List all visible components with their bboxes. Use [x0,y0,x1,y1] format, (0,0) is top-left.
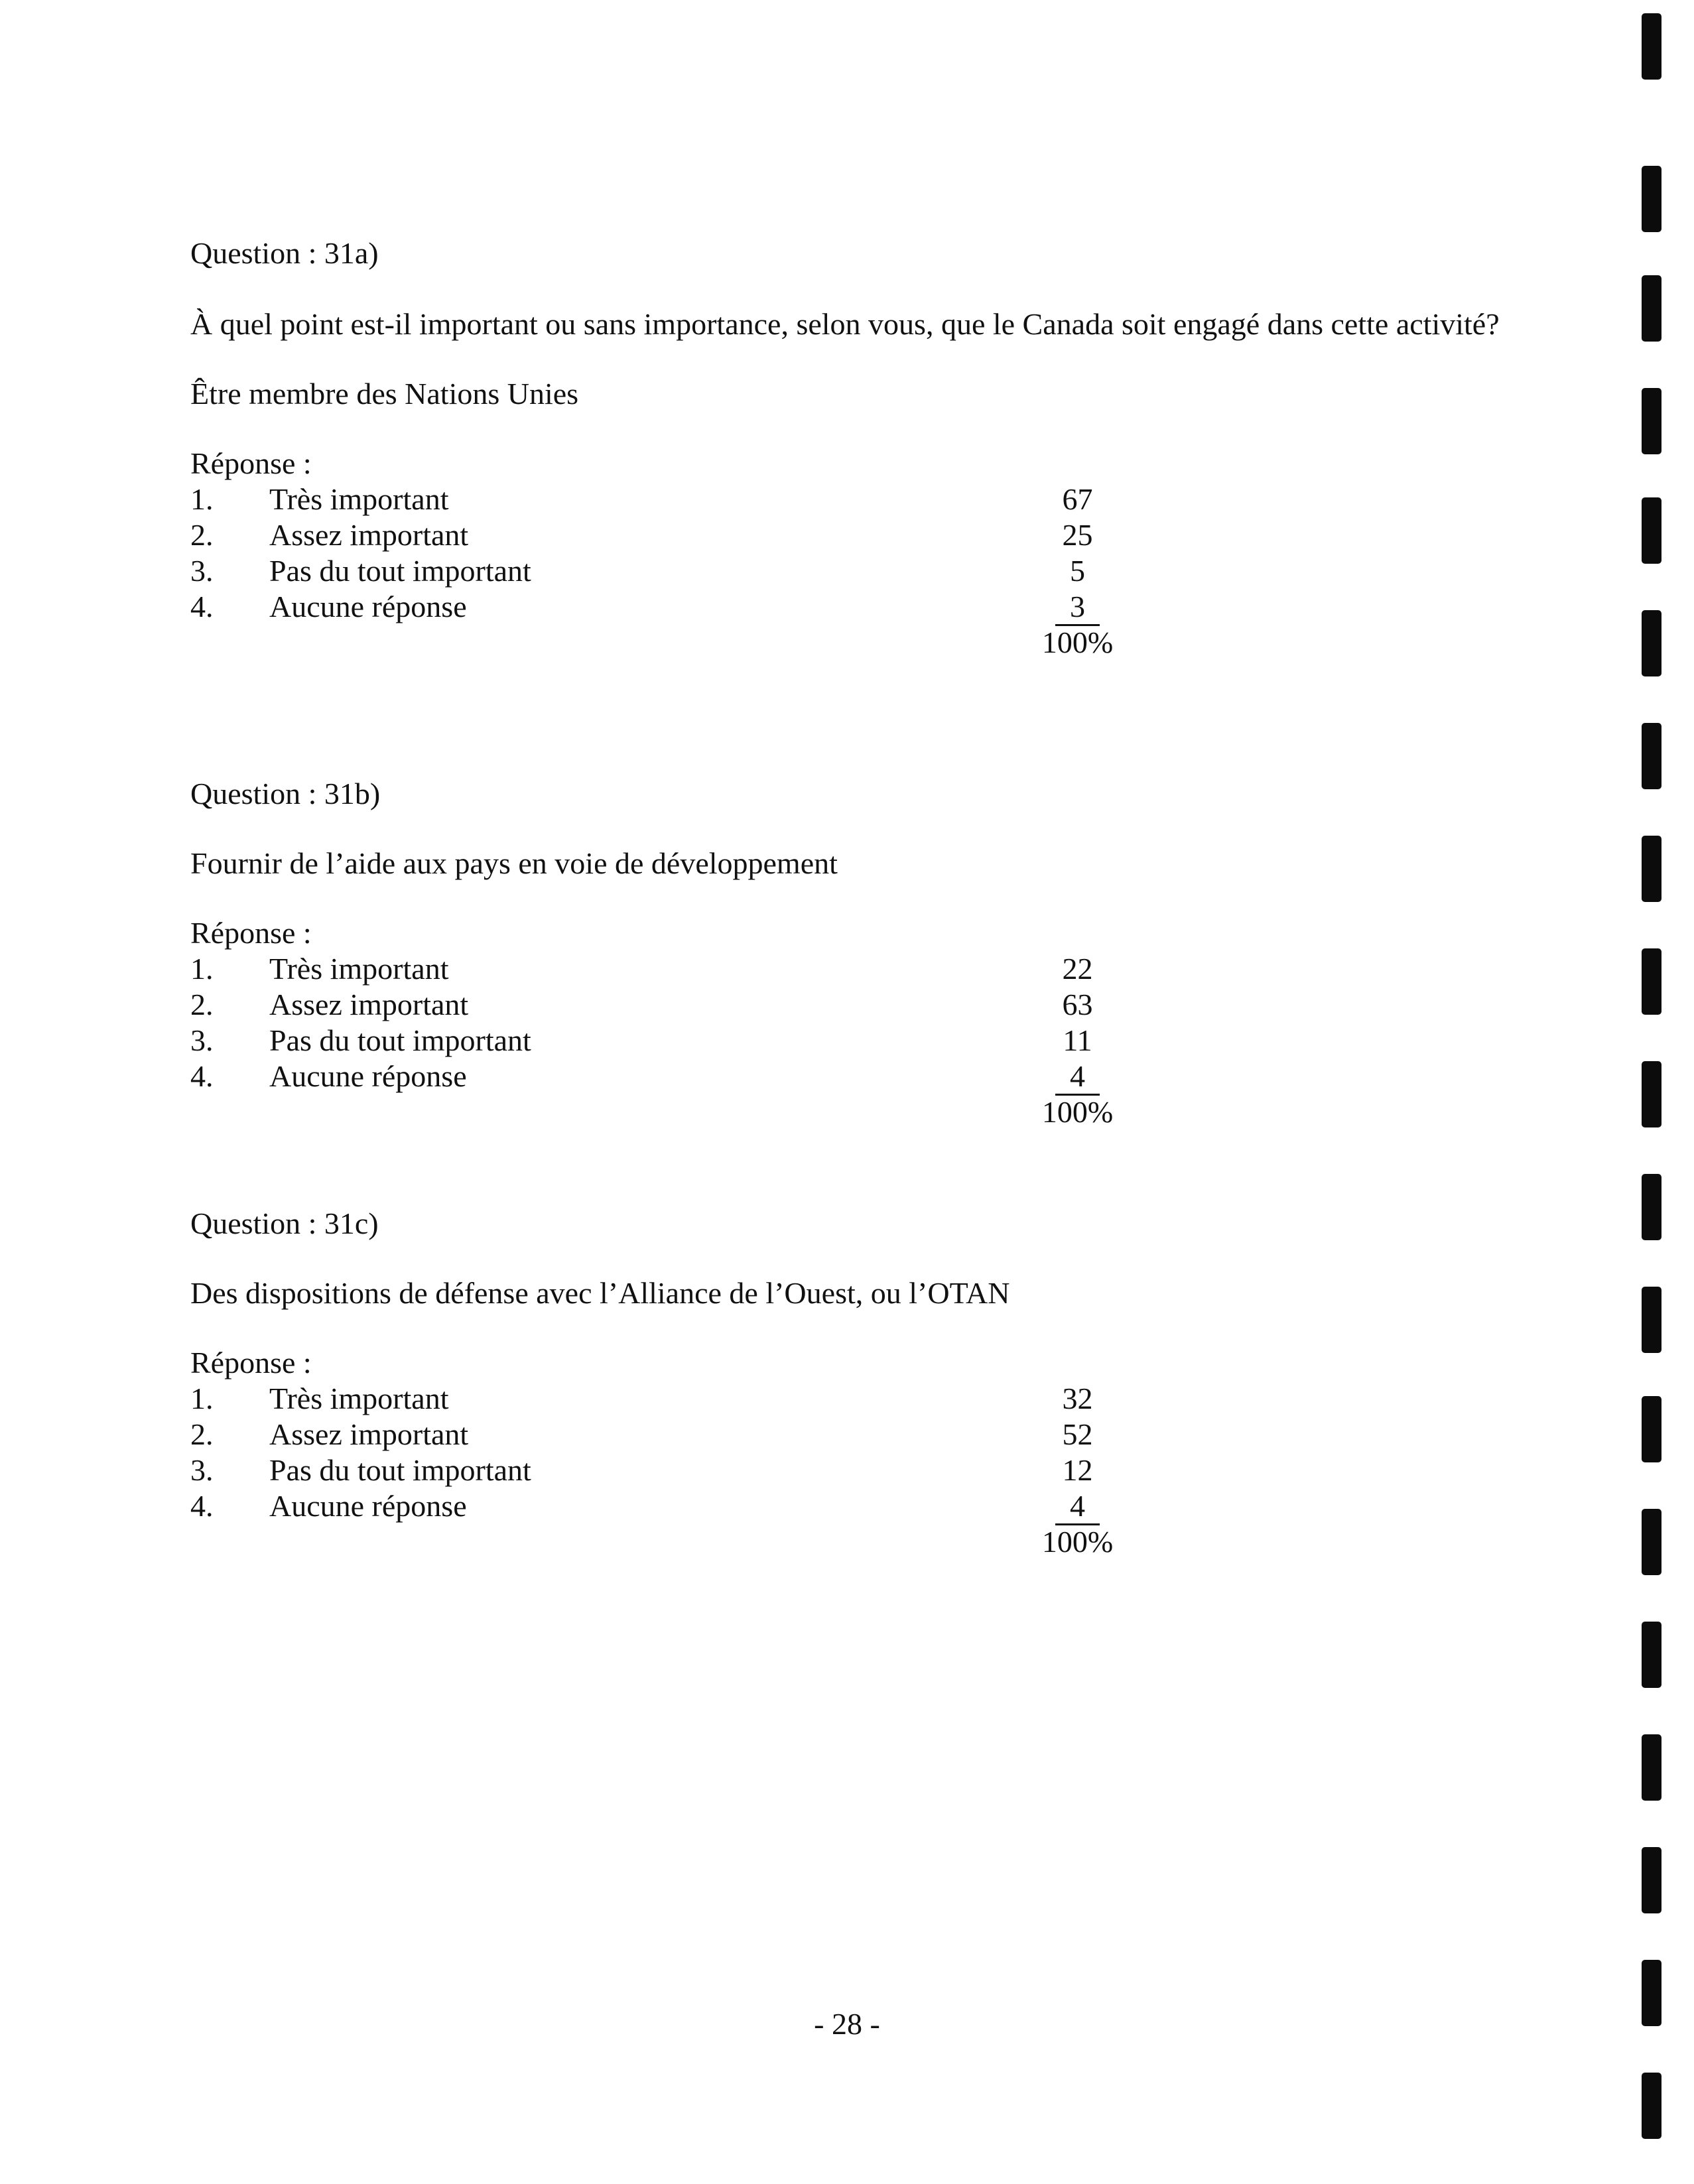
response-row [190,589,1318,625]
page-number: - 28 - [814,2007,880,2041]
option-number: 2. [190,518,214,552]
response-row [190,1023,1318,1059]
option-value: 4 [1055,1059,1100,1096]
total-value: 100% [1041,1525,1114,1559]
total-row [190,1094,1318,1130]
option-value: 22 [1062,952,1093,986]
option-label: Pas du tout important [269,1453,531,1487]
option-number: 2. [190,988,214,1021]
option-number: 3. [190,1023,214,1057]
option-label: Aucune réponse [269,1489,467,1523]
binding-hole [1642,610,1661,676]
option-number: 4. [190,590,214,623]
binding-hole [1642,1396,1661,1462]
binding-hole [1642,275,1661,342]
binding-hole [1642,13,1661,80]
question-31a [190,235,1500,661]
option-value: 52 [1062,1417,1093,1451]
question-title: Question : 31b) [190,777,381,810]
response-label: Réponse : [190,1346,312,1380]
response-row [190,517,1318,553]
binding-hole [1642,166,1661,232]
option-label: Très important [269,1381,449,1415]
total-row [190,1524,1318,1560]
question-title: Question : 31c) [190,1206,379,1240]
binding-hole [1642,836,1661,902]
option-value: 11 [1063,1023,1092,1057]
option-label: Très important [269,952,449,986]
option-number: 1. [190,952,214,986]
binding-hole [1642,1287,1661,1353]
binding-hole [1642,1509,1661,1575]
total-value: 100% [1041,1095,1114,1129]
option-label: Très important [269,482,449,516]
binding-hole [1642,1061,1661,1127]
option-number: 1. [190,1381,214,1415]
option-label: Aucune réponse [269,1059,467,1093]
total-row [190,625,1318,661]
option-label: Pas du tout important [269,1023,531,1057]
question-text: À quel point est-il important ou sans importance, selon vous, que le Canada soit engagé dans cette activité? [190,307,1500,341]
option-label: Assez important [269,1417,469,1451]
option-number: 1. [190,482,214,516]
option-value: 32 [1062,1381,1093,1415]
binding-hole [1642,1622,1661,1688]
option-number: 3. [190,554,214,588]
binding-hole [1642,1960,1661,2026]
question-item: Être membre des Nations Unies [190,377,579,411]
response-row [190,553,1318,589]
response-row [190,1059,1318,1094]
question-31c [190,1206,1318,1560]
option-number: 3. [190,1453,214,1487]
binding-holes [1642,0,1668,2184]
binding-hole [1642,2073,1661,2139]
response-row [190,482,1318,517]
option-value: 5 [1070,554,1085,588]
response-row [190,1452,1318,1488]
total-value: 100% [1041,625,1114,659]
response-row [190,1488,1318,1524]
binding-hole [1642,1734,1661,1801]
option-value: 67 [1062,482,1093,516]
response-row [190,1417,1318,1452]
option-value: 12 [1062,1453,1093,1487]
question-item: Des dispositions de défense avec l’Alliance de l’Ouest, ou l’OTAN [190,1276,1010,1310]
option-label: Assez important [269,988,469,1021]
response-label: Réponse : [190,916,312,950]
option-label: Pas du tout important [269,554,531,588]
option-number: 2. [190,1417,214,1451]
option-value: 4 [1055,1489,1100,1525]
option-value: 63 [1062,988,1093,1021]
response-label: Réponse : [190,446,312,480]
option-number: 4. [190,1059,214,1093]
binding-hole [1642,497,1661,564]
option-number: 4. [190,1489,214,1523]
question-title: Question : 31a) [190,236,379,270]
binding-hole [1642,388,1661,454]
question-31b [190,776,1318,1130]
binding-hole [1642,1174,1661,1240]
binding-hole [1642,1847,1661,1913]
response-row [190,1381,1318,1417]
response-row [190,987,1318,1023]
option-value: 25 [1062,518,1093,552]
response-row [190,951,1318,987]
option-label: Aucune réponse [269,590,467,623]
option-label: Assez important [269,518,469,552]
question-item: Fournir de l’aide aux pays en voie de développement [190,846,838,880]
option-value: 3 [1055,590,1100,626]
binding-hole [1642,723,1661,789]
binding-hole [1642,948,1661,1015]
